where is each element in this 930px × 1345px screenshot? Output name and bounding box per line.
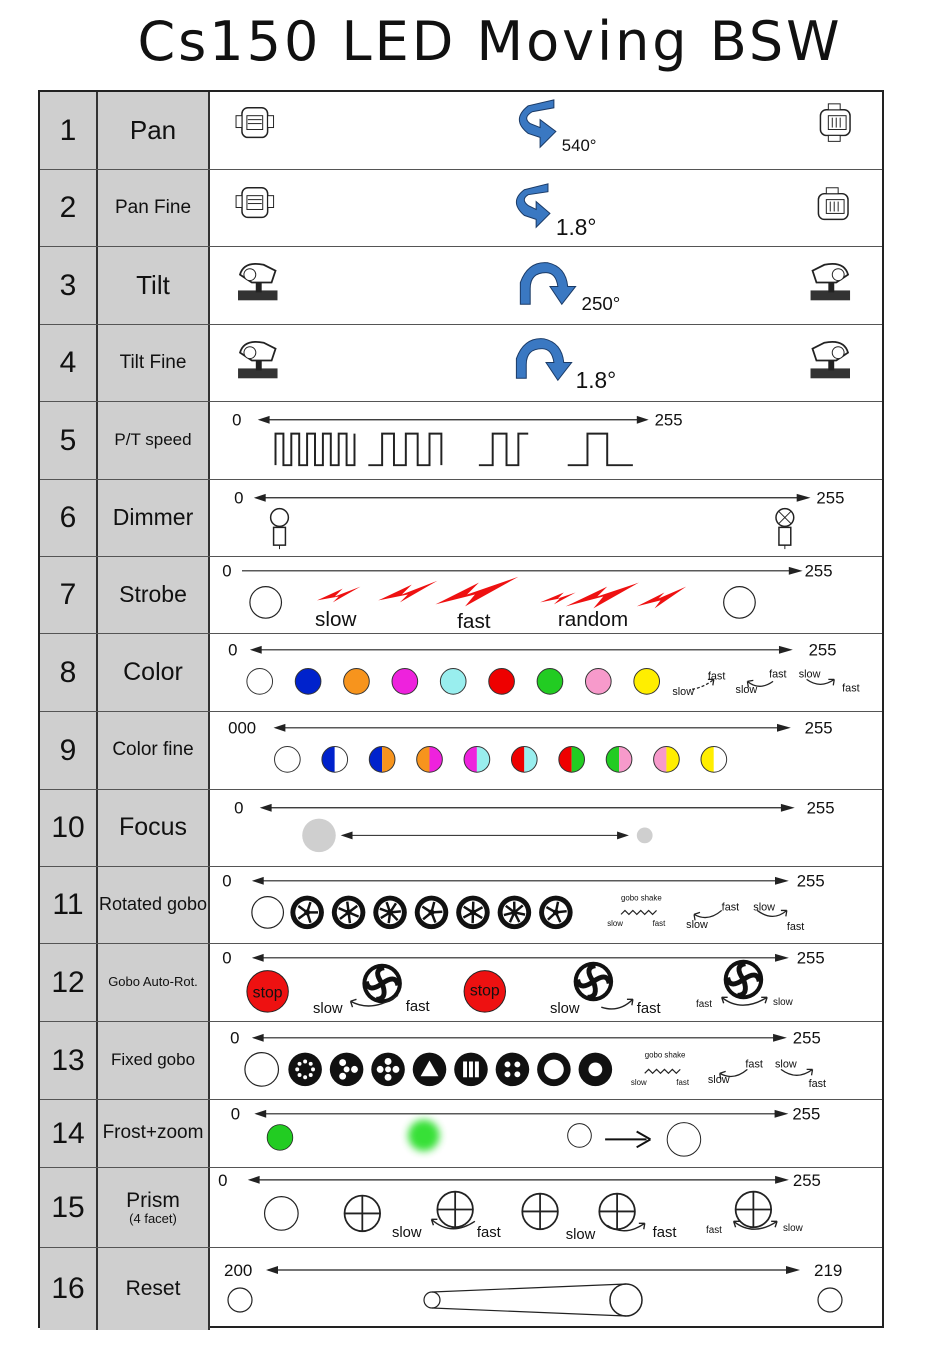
range-start: 0	[218, 1170, 228, 1190]
fixture-side-icon	[818, 188, 848, 220]
prism-icon	[437, 1192, 473, 1228]
color-dot	[634, 669, 660, 695]
speed-label: slow	[735, 684, 758, 697]
fixed-gobo-icons	[288, 1053, 612, 1087]
channel-name: Rotated gobo	[98, 894, 208, 915]
channel-visual	[210, 1168, 882, 1247]
channel-name: Fixed gobo	[110, 1050, 196, 1070]
range-start: 200	[224, 1261, 253, 1280]
gobo-icon	[496, 1053, 530, 1087]
gobo-icon	[288, 1053, 322, 1087]
speed-label: slow	[607, 919, 623, 929]
prism-icon	[345, 1196, 381, 1232]
speed-label: slow	[686, 919, 708, 932]
gobo-icon	[330, 1053, 364, 1087]
channel-name: Focus	[118, 813, 188, 842]
speed-label: fast	[636, 1001, 661, 1018]
range-value: 1.8°	[575, 367, 617, 394]
channel-subtitle: (4 facet)	[129, 1210, 177, 1226]
gobo-icon	[456, 896, 490, 930]
color-dot	[392, 669, 418, 695]
channel-visual	[210, 867, 882, 943]
channel-name: Color	[123, 657, 183, 686]
small-beam-icon	[568, 1124, 592, 1148]
channel-number: 4	[40, 325, 98, 401]
range-start: 0	[222, 561, 232, 581]
fixture-side-icon	[820, 104, 850, 142]
rotating-gobo-icons	[290, 896, 572, 930]
channel-number: 1	[40, 92, 98, 169]
reset-belt-icon	[424, 1284, 642, 1316]
channel-visual	[210, 712, 882, 789]
channel-row	[40, 247, 882, 325]
channel-visual	[210, 557, 882, 633]
channel-number: 15	[40, 1168, 98, 1247]
channel-visual	[210, 170, 882, 246]
channel-row	[40, 712, 882, 790]
range-start: 0	[234, 798, 244, 818]
channel-row	[40, 790, 882, 867]
color-split-dot	[275, 747, 301, 773]
channel-visual	[210, 634, 882, 711]
fixture-front-icon	[236, 108, 274, 138]
channel-row	[40, 634, 882, 712]
range-arrow	[260, 804, 795, 812]
frost-beam-icon	[408, 1120, 440, 1152]
speed-label: fast	[721, 901, 740, 914]
channel-name: P/T speed	[114, 430, 192, 450]
beam-large-icon	[302, 819, 336, 853]
gobo-icon	[373, 896, 407, 930]
channel-visual	[210, 944, 882, 1021]
channel-visual	[210, 247, 882, 324]
gobo-icon	[415, 896, 449, 930]
tilt-fixture-icon	[238, 264, 277, 300]
gobo-icon	[724, 960, 763, 999]
speed-label: slow	[391, 1225, 422, 1242]
channel-name: Dimmer	[112, 504, 194, 531]
speed-label: slow	[775, 1058, 797, 1071]
speed-label: slow	[630, 1078, 647, 1088]
range-arrow	[250, 646, 793, 654]
speed-label: slow	[549, 1001, 580, 1018]
open-circle-icon	[250, 587, 282, 619]
rotation-arrow-icon	[720, 1069, 813, 1079]
gobo-icon	[539, 896, 573, 930]
stop-label: stop	[252, 984, 283, 1002]
channel-row	[40, 170, 882, 247]
tilt-fixture-icon	[811, 342, 850, 378]
speed-label: fast	[769, 668, 787, 681]
channel-name: Pan Fine	[114, 196, 192, 218]
channel-number: 13	[40, 1022, 98, 1099]
channel-visual	[210, 790, 882, 866]
channel-visual	[210, 1022, 882, 1099]
channel-name: Tilt Fine	[119, 351, 187, 373]
color-split-dot	[322, 747, 348, 773]
speed-label: fast	[652, 919, 666, 929]
gobo-icon	[332, 896, 366, 930]
shake-wave-icon	[621, 910, 657, 914]
channel-name: Gobo Auto-Rot.	[108, 974, 198, 990]
range-end: 255	[804, 561, 833, 581]
beam-color-icon	[267, 1125, 293, 1151]
range-start: 0	[230, 1104, 241, 1124]
strobe-label: slow	[315, 608, 357, 632]
beam-small-icon	[637, 828, 653, 844]
gobo-icon	[371, 1053, 405, 1087]
channel-name: Pan	[129, 115, 177, 146]
shake-wave-icon	[645, 1069, 681, 1073]
reset-circle-icon	[818, 1288, 842, 1312]
speed-label: slow	[783, 1223, 803, 1235]
speed-label: fast	[676, 1078, 690, 1088]
color-dot	[440, 669, 466, 695]
range-start: 0	[228, 640, 238, 660]
speed-label: fast	[696, 999, 712, 1011]
speed-label: fast	[745, 1058, 763, 1071]
range-start: 000	[228, 718, 257, 738]
range-arrow	[258, 416, 649, 424]
range-end: 255	[792, 1104, 821, 1124]
channel-visual	[210, 480, 882, 556]
speed-label: slow	[773, 997, 793, 1009]
channel-number: 2	[40, 170, 98, 246]
speed-label: slow	[707, 1074, 730, 1087]
range-end: 255	[654, 410, 683, 430]
speed-label: fast	[707, 670, 726, 683]
color-dot	[344, 669, 370, 695]
channel-visual	[210, 1248, 882, 1330]
color-split-dot	[511, 747, 537, 773]
range-arrow	[266, 1266, 800, 1274]
range-start: 0	[222, 948, 232, 968]
range-value: 250°	[581, 293, 621, 315]
color-wheel-dots	[247, 669, 660, 695]
channel-number: 12	[40, 944, 98, 1021]
speed-wave-icon	[276, 434, 633, 466]
range-end: 255	[804, 718, 833, 738]
color-dot	[247, 669, 273, 695]
gobo-icon	[454, 1053, 488, 1087]
channel-row	[40, 1248, 882, 1330]
channel-number: 16	[40, 1248, 98, 1330]
channel-visual	[210, 92, 882, 169]
gobo-icon	[498, 896, 532, 930]
channel-row	[40, 92, 882, 170]
speed-label: slow	[753, 901, 775, 914]
color-fine-dots	[275, 747, 727, 773]
lamp-icon	[271, 509, 289, 549]
channel-name: Tilt	[136, 270, 170, 301]
color-split-dot	[701, 747, 727, 773]
color-split-dot	[369, 747, 395, 773]
strobe-label: fast	[457, 610, 491, 633]
speed-label: fast	[476, 1225, 501, 1242]
strobe-bolt-icon	[317, 577, 686, 609]
strobe-label: random	[557, 608, 629, 632]
channel-row	[40, 1100, 882, 1168]
channel-number: 11	[40, 867, 98, 943]
color-split-dot	[464, 747, 490, 773]
speed-label: slow	[313, 1001, 343, 1018]
channel-name: Strobe	[119, 581, 187, 608]
gobo-icon	[290, 896, 324, 930]
channel-row	[40, 1168, 882, 1248]
fixture-front-icon	[236, 188, 274, 218]
channel-number: 5	[40, 402, 98, 479]
range-start: 0	[222, 871, 232, 891]
channel-number: 9	[40, 712, 98, 789]
channel-name: Color fine	[112, 739, 194, 761]
range-arrow	[254, 1110, 788, 1118]
tilt-fixture-icon	[238, 342, 277, 378]
range-end: 255	[808, 640, 837, 660]
channel-number: 8	[40, 634, 98, 711]
speed-label: slow	[672, 686, 695, 699]
range-end: 255	[806, 798, 835, 818]
range-arrow	[252, 954, 789, 962]
channel-name: Prism	[126, 1188, 180, 1212]
open-circle-icon	[252, 897, 284, 929]
range-arrow	[274, 724, 791, 732]
color-split-dot	[417, 747, 443, 773]
gobo-icon	[413, 1053, 447, 1087]
range-start: 0	[232, 410, 242, 430]
range-value: 1.8°	[555, 214, 597, 241]
range-value: 540°	[561, 136, 597, 156]
range-start: 0	[234, 488, 244, 508]
color-dot	[295, 669, 321, 695]
channel-number: 10	[40, 790, 98, 866]
range-arrow	[252, 877, 789, 885]
speed-label: slow	[565, 1227, 596, 1244]
channel-number: 6	[40, 480, 98, 556]
speed-label: fast	[808, 1078, 827, 1091]
prism-icon	[599, 1194, 635, 1230]
reset-circle-icon	[228, 1288, 252, 1312]
pan-arrow-icon	[516, 184, 550, 227]
channel-row	[40, 557, 882, 634]
speed-label: fast	[842, 682, 860, 695]
pan-arrow-icon	[519, 100, 556, 147]
channel-name: Reset	[125, 1277, 181, 1301]
gobo-icon	[537, 1053, 571, 1087]
color-dot	[489, 669, 515, 695]
color-split-dot	[654, 747, 680, 773]
shake-label: gobo shake	[644, 1050, 686, 1060]
channel-row	[40, 944, 882, 1022]
range-end: 219	[814, 1261, 843, 1280]
gobo-icon	[579, 1053, 613, 1087]
range-arrow	[242, 567, 803, 575]
page-title: Cs150 LED Moving BSW	[137, 10, 843, 73]
range-arrow	[252, 1034, 787, 1042]
gobo-icon	[574, 962, 613, 1001]
tilt-arrow-icon	[520, 263, 575, 305]
open-circle-icon	[265, 1197, 299, 1231]
speed-label: fast	[786, 921, 805, 934]
open-circle-icon	[724, 587, 756, 619]
range-end: 255	[796, 871, 825, 891]
range-end: 255	[792, 1170, 821, 1190]
channel-name: Frost+zoom	[102, 1122, 204, 1144]
range-end: 255	[792, 1028, 821, 1048]
channel-row	[40, 480, 882, 557]
shake-label: gobo shake	[621, 893, 662, 903]
channel-table	[38, 90, 884, 1328]
color-split-dot	[559, 747, 585, 773]
range-end: 255	[816, 488, 845, 508]
range-end: 255	[796, 948, 825, 968]
prism-icon	[522, 1194, 558, 1230]
channel-row	[40, 325, 882, 402]
channel-number: 14	[40, 1100, 98, 1167]
channel-visual	[210, 402, 882, 479]
speed-label: fast	[652, 1225, 677, 1242]
color-dot	[585, 669, 611, 695]
channel-visual	[210, 325, 882, 401]
range-arrow	[248, 1176, 789, 1184]
color-dot	[537, 669, 563, 695]
channel-number: 7	[40, 557, 98, 633]
channel-row	[40, 1022, 882, 1100]
channel-number: 3	[40, 247, 98, 324]
open-circle-icon	[245, 1053, 279, 1087]
color-split-dot	[606, 747, 632, 773]
channel-row	[40, 867, 882, 944]
channel-visual	[210, 1100, 882, 1167]
range-arrow	[341, 831, 629, 839]
speed-label: fast	[405, 999, 430, 1016]
channel-row	[40, 402, 882, 480]
lamp-icon	[776, 509, 794, 549]
speed-label: fast	[705, 1225, 722, 1237]
range-start: 0	[230, 1028, 240, 1048]
tilt-arrow-icon	[516, 339, 571, 381]
zoom-arrow-icon	[605, 1132, 650, 1148]
tilt-fixture-icon	[811, 264, 850, 300]
large-beam-icon	[667, 1123, 701, 1157]
prism-icon	[736, 1192, 772, 1228]
stop-label: stop	[469, 982, 500, 1000]
range-arrow	[254, 494, 811, 502]
speed-label: slow	[798, 668, 821, 681]
